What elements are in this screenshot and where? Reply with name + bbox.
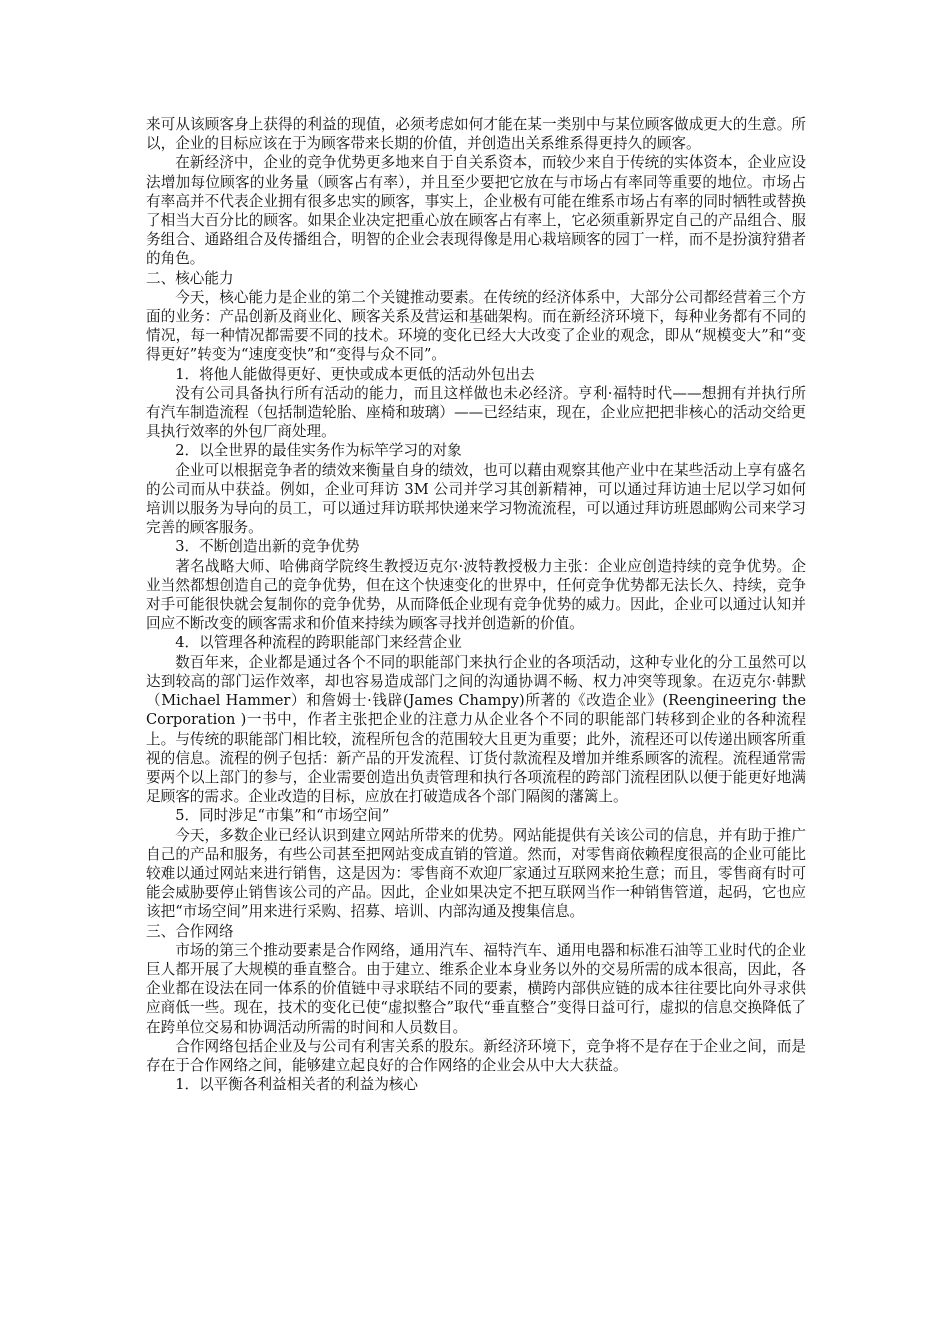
- document-page: [146, 115, 806, 1094]
- paragraph-body: 数百年来，企业都是通过各个不同的职能部门来执行企业的各项活动，这种专业化的分工虽然可以达到较高的部门运作效率，却也容易造成部门之间的沟通协调不畅、权力冲突等现象。在迈克尔·韩默（Michael Hammer）和詹姆士·钱辟(James Champy)所著的《改造企业》(Reengineering the Corporation )一书中，作者主张把企业的注意力从企业各个不同的职能部门转移到企业的各种流程上。与传统的职能部门相比较，流程所包含的范围较大且更为重要；此外，流程还可以传递出顾客所重视的信息。流程的例子包括：新产品的开发流程、订货付款流程及增加并维系顾客的流程。流程通常需要两个以上部门的参与，企业需要创造出负责管理和执行各项流程的跨部门流程团队以便于能更好地满足顾客的需求。企业改造的目标，应放在打破造成各个部门隔阂的藩篱上。: [146, 653, 806, 806]
- paragraph-body: 没有公司具备执行所有活动的能力，而且这样做也未必经济。亨利·福特时代——想拥有并执行所有汽车制造流程（包括制造轮胎、座椅和玻璃）——已经结束，现在，企业应把把非核心的活动交给更具执行效率的外包厂商处理。: [146, 384, 806, 441]
- section-heading-cooperation-network: 三、合作网络: [146, 922, 234, 940]
- paragraph-body: 今天，核心能力是企业的第二个关键推动要素。在传统的经济体系中，大部分公司都经营着三个方面的业务：产品创新及商业化、顾客关系及营运和基础架构。而在新经济环境下，每种业务都有不同的情况，每一种情况都需要不同的技术。环境的变化已经大大改变了企业的观念，即从“规模变大”和“变得更好”转变为“速度变快”和“变得与众不同”。: [146, 288, 806, 364]
- paragraph-body: 今天，多数企业已经认识到建立网站所带来的优势。网站能提供有关该公司的信息，并有助于推广自己的产品和服务，有些公司甚至把网站变成直销的管道。然而，对零售商依赖程度很高的企业可能比较难以通过网站来进行销售，这是因为：零售商不欢迎厂家通过互联网来抢生意；而且，零售商有时可能会威胁要停止销售该公司的产品。因此，企业如果决定不把互联网当作一种销售管道，起码，它也应该把“市场空间”用来进行采购、招募、培训、内部沟通及搜集信息。: [146, 826, 806, 921]
- paragraph-body: 著名战略大师、哈佛商学院终生教授迈克尔·波特教授极力主张：企业应创造持续的竞争优势。企业当然都想创造自己的竞争优势，但在这个快速变化的世界中，任何竞争优势都无法长久、持续，竞争对手可能很快就会复制你的竞争优势，从而降低企业现有竞争优势的威力。因此，企业可以通过认知并回应不断改变的顾客需求和价值来持续为顾客寻找并创造新的价值。: [146, 557, 806, 633]
- subheading-benchmarking: 2．以全世界的最佳实务作为标竿学习的对象: [175, 442, 462, 460]
- paragraph-body: 市场的第三个推动要素是合作网络，通用汽车、福特汽车、通用电器和标准石油等工业时代的企业巨人都开展了大规模的垂直整合。由于建立、维系企业本身业务以外的交易所需的成本很高，因此，各企业都在设法在同一体系的价值链中寻求联结不同的要素，横跨内部供应链的成本往往要比向外寻求供应商低一些。现在，技术的变化已使“虚拟整合”取代“垂直整合”变得日益可行，虚拟的信息交换降低了在跨单位交易和协调活动所需的时间和人员数目。: [146, 941, 806, 1036]
- paragraph-body: 合作网络包括企业及与公司有利害关系的股东。新经济环境下，竞争将不是存在于企业之间，而是存在于合作网络之间，能够建立起良好的合作网络的企业会从中大大获益。: [146, 1037, 806, 1074]
- paragraph-body: 企业可以根据竞争者的绩效来衡量自身的绩效，也可以藉由观察其他产业中在某些活动上享有盛名的公司而从中获益。例如，企业可拜访 3M 公司并学习其创新精神，可以通过拜访迪士尼以学习如何培训以服务为导向的员工，可以通过拜访联邦快递来学习物流流程，可以通过拜访班恩邮购公司来学习完善的顾客服务。: [146, 461, 806, 537]
- subheading-outsourcing: 1．将他人能做得更好、更快或成本更低的活动外包出去: [175, 365, 535, 383]
- paragraph-body-continued: 来可从该顾客身上获得的利益的现值，必须考虑如何才能在某一类别中与某位顾客做成更大的生意。所以，企业的目标应该在于为顾客带来长期的价值，并创造出关系维系得更持久的顾客。: [146, 116, 806, 153]
- section-heading-core-competence: 二、核心能力: [146, 269, 234, 287]
- subheading-cross-functional: 4．以管理各种流程的跨职能部门来经营企业: [175, 634, 462, 652]
- subheading-competitive-advantage: 3．不断创造出新的竞争优势: [175, 538, 360, 556]
- subheading-stakeholders: 1．以平衡各利益相关者的利益为核心: [175, 1076, 418, 1094]
- subheading-marketplace-marketspace: 5．同时涉足“市集”和“市场空间”: [175, 807, 390, 825]
- paragraph-body: 在新经济中，企业的竞争优势更多地来自于自关系资本，而较少来自于传统的实体资本，企业应设法增加每位顾客的业务量（顾客占有率），并且至少要把它放在与市场占有率同等重要的地位。市场占有率高并不代表企业拥有很多忠实的顾客，事实上，企业极有可能在维系市场占有率的同时牺牲或替换了相当大百分比的顾客。如果企业决定把重心放在顾客占有率上，它必须重新界定自己的产品组合、服务组合、通路组合及传播组合，明智的企业会表现得像是用心栽培顾客的园丁一样，而不是扮演狩猎者的角色。: [146, 154, 806, 268]
